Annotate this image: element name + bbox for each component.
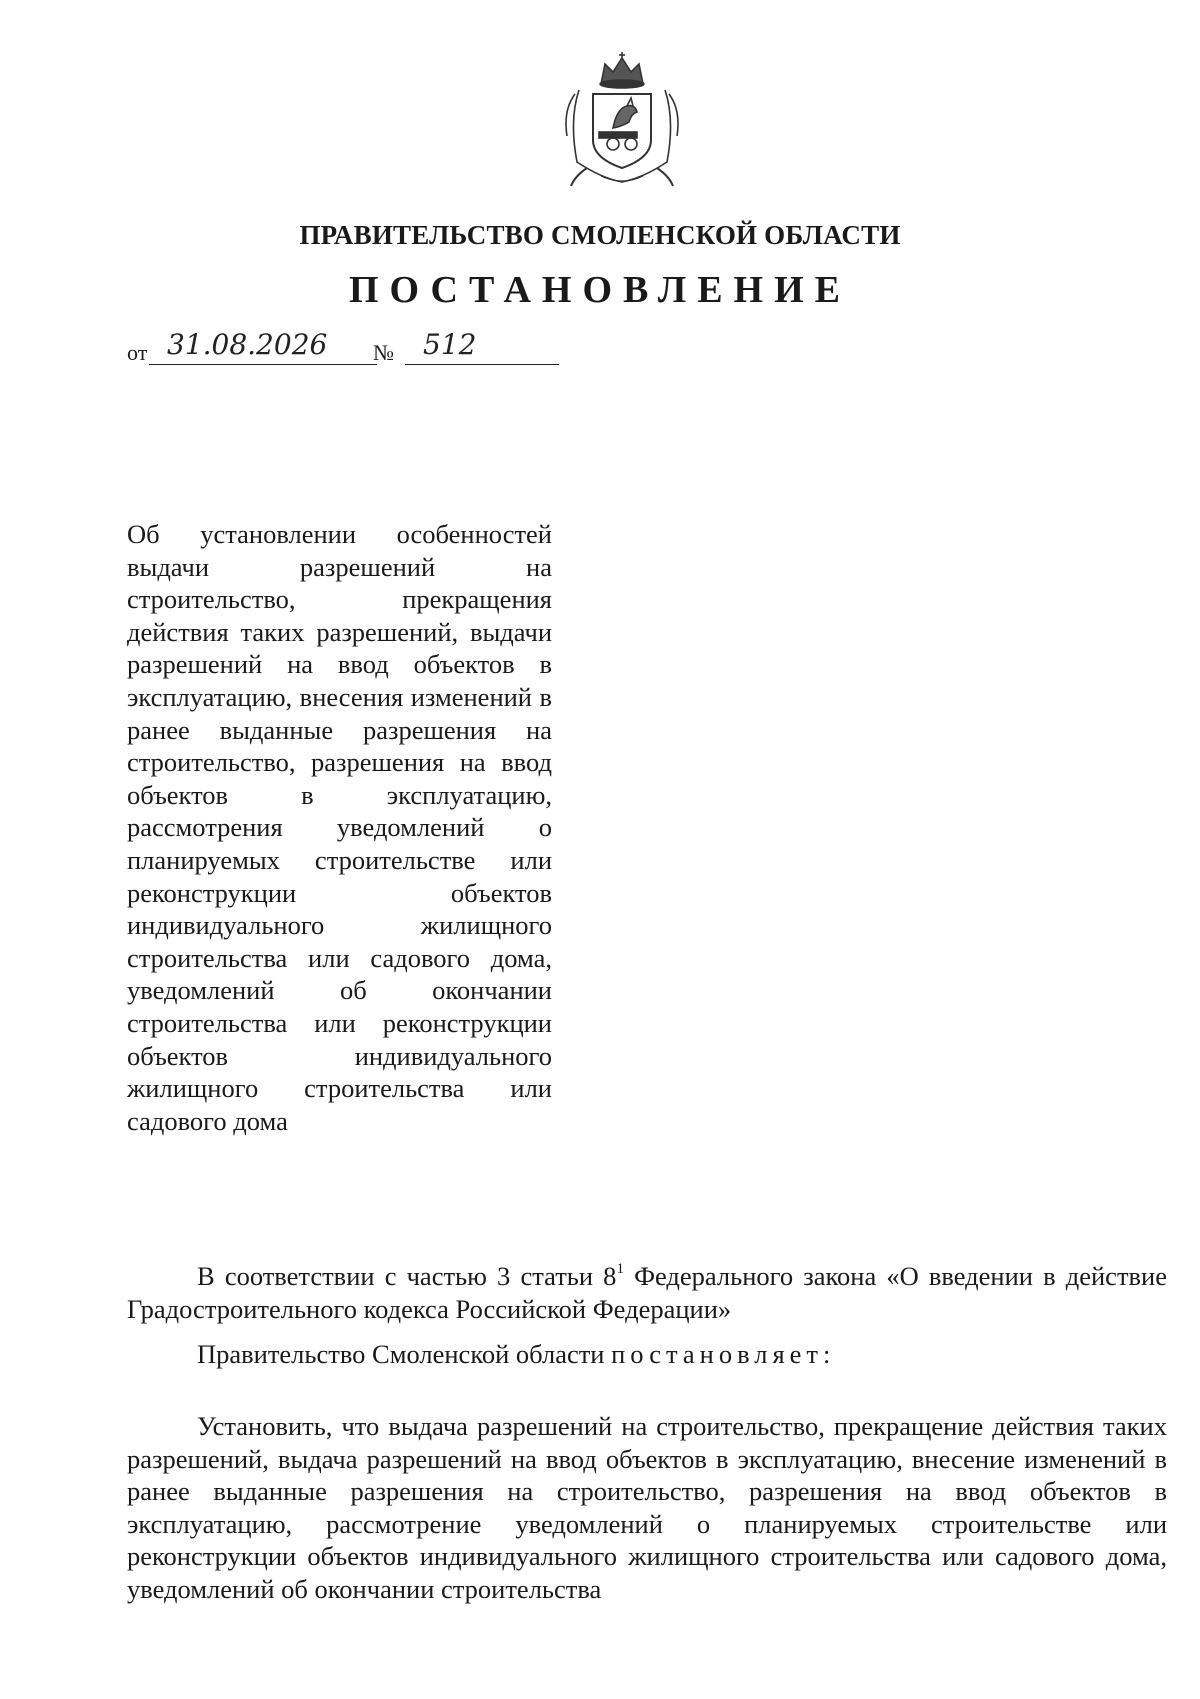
number-prefix: № [373, 340, 394, 365]
paragraph-resolution: Установить, что выдача разрешений на строительство, прекращение действия таких разрешений, выдача разрешений на ввод объектов в эксплуатацию, внесение изменений в ранее выданные разрешения на строительство, разрешения на ввод объектов в эксплуатацию, рассмотрение уведомлений о планируемых строительстве или реконструкции объектов индивидуального жилищного строительства или садового дома, уведомлений об окончании строительства [127, 1411, 1167, 1604]
document-date: 31.08.2026 [149, 330, 377, 365]
document-title: Об установлении особенностей выдачи разрешений на строительство, прекращения действия таких разрешений, выдачи разрешений на ввод объектов в эксплуатацию, внесения изменений в ранее выданные разрешения на строительство, разрешения на ввод объектов в эксплуатацию, рассмотрения уведомлений о планируемых строительстве или реконструкции объектов индивидуального жилищного строительства или садового дома, уведомлений об окончании строительства или реконструкции объектов индивидуального жилищного строительства или садового дома [127, 519, 552, 1136]
article-superscript: 1 [616, 1261, 624, 1277]
document-number: 512 [405, 330, 559, 365]
date-prefix: от [127, 340, 148, 365]
smolensk-coat-of-arms-icon [561, 50, 683, 190]
date-number-line [127, 330, 547, 370]
document-type: ПОСТАНОВЛЕНИЕ [348, 269, 852, 311]
paragraph-legal-basis [127, 1260, 1167, 1325]
resolves-subject: Правительство Смоленской области [197, 1339, 612, 1369]
paragraph-resolves [127, 1338, 1167, 1371]
organization-name: ПРАВИТЕЛЬСТВО СМОЛЕНСКОЙ ОБЛАСТИ [299, 220, 901, 250]
resolves-verb: постановляет: [611, 1339, 836, 1369]
legal-basis-text: В соответствии с частью 3 статьи 8 [197, 1261, 617, 1291]
legal-basis-text-continued: Федерального закона «О введении в действие Градостроительного кодекса Российской Федерации» [127, 1261, 1167, 1324]
